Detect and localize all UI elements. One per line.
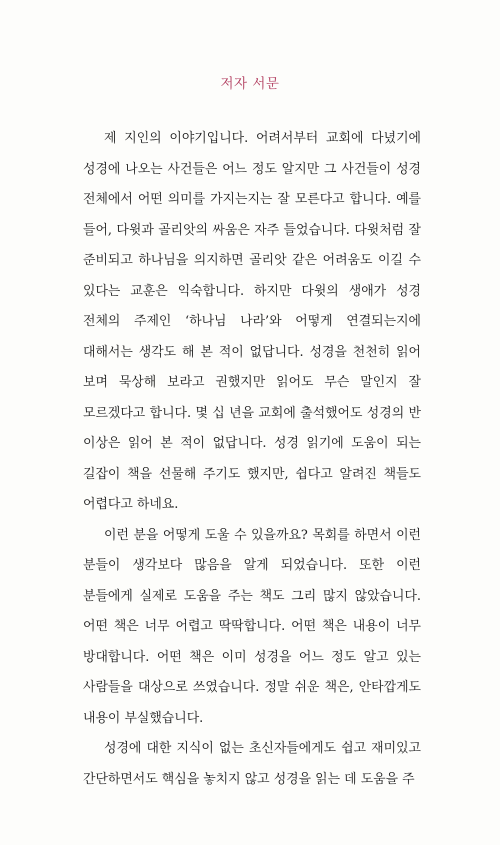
paragraph-3: 성경에 대한 지식이 없는 초신자들에게도 쉽고 재미있고 간단하면서도 핵심을 놓치지 않고 성경을 읽는 데 도움을 주 (83, 741, 421, 787)
section-heading: 저자 서문 (220, 76, 280, 92)
paragraph-2: 이런 분을 어떻게 도울 수 있을까요? 목회를 하면서 이런 분들이 생각보다 많음을 알게 되었습니다. 또한 이런 분들에게 실제로 도움을 주는 책도 그리 많지 않았습니다. 어떤 책은 너무 어렵고 딱딱합니다. 어떤 책은 내용이 너무 방대합니다. 어떤 책은 이미 성경을 어느 정도 알고 있는 사람들을 대상으로 쓰였습니다. 정말 쉬운 책은, 안타깝게도 내용이 부실했습니다. (83, 527, 421, 726)
body-text (83, 124, 421, 795)
paragraph-1: 제 지인의 이야기입니다. 어려서부터 교회에 다녔기에 성경에 나오는 사건들은 어느 정도 알지만 그 사건들이 성경 전체에서 어떤 의미를 가지는지는 잘 모른다고 합니다. 예를 들어, 다윗과 골리앗의 싸움은 자주 들었습니다. 다윗처럼 잘 준비되고 하나님을 의지하면 골리앗 같은 어려움도 이길 수 있다는 교훈은 익숙합니다. 하지만 다윗의 생애가 성경 전체의 주제인 ‘하나님 나라’와 어떻게 연결되는지에 대해서는 생각도 해 본 적이 없답니다. 성경을 천천히 읽어 보며 묵상해 보라고 권했지만 읽어도 무슨 말인지 잘 모르겠다고 합니다. 몇 십 년을 교회에 출석했어도 성경의 반 이상은 읽어 본 적이 없답니다. 성경 읽기에 도움이 되는 길잡이 책을 선물해 주기도 했지만, 쉽다고 알려진 책들도 어렵다고 하네요. (83, 131, 421, 512)
